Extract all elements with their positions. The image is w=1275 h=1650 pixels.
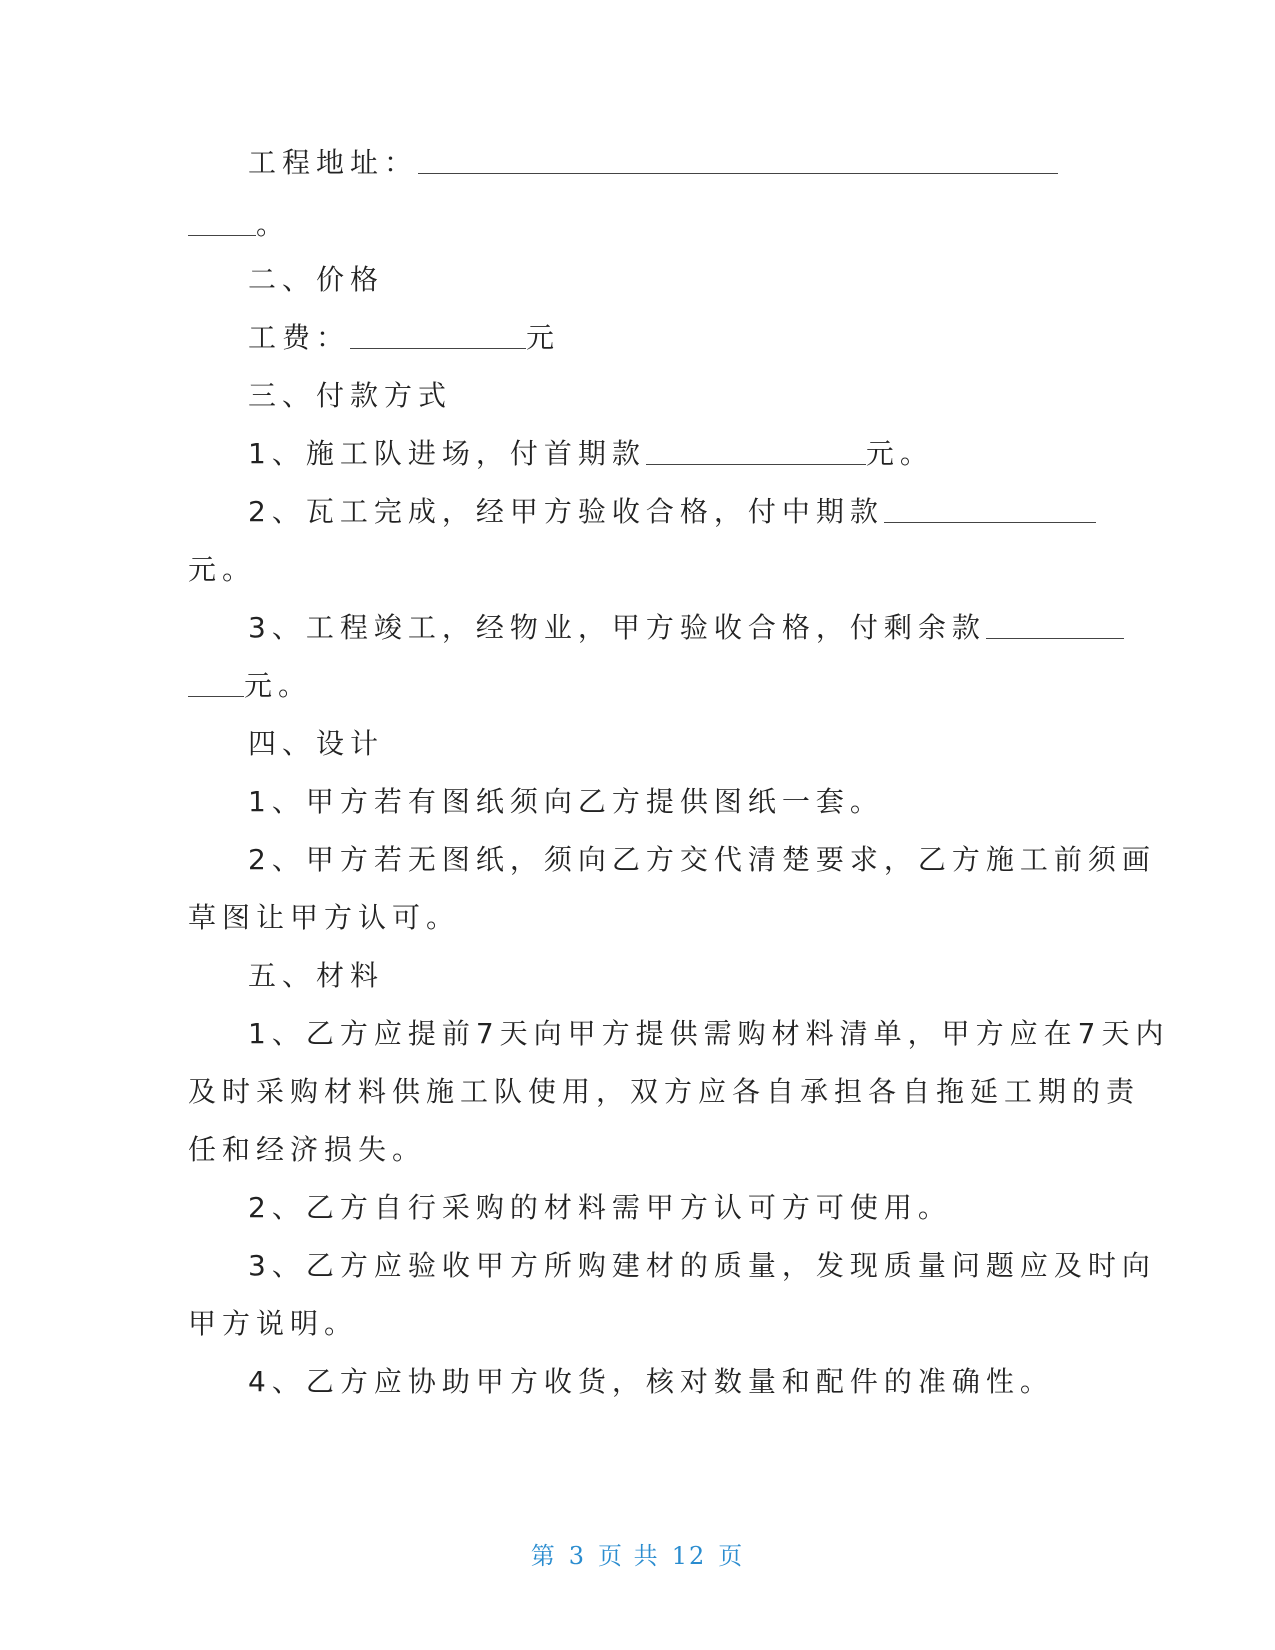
payment-item-3-continuation xyxy=(188,668,312,704)
footer-total-pages: 12 xyxy=(671,1542,707,1570)
payment-item-3 xyxy=(248,610,1124,646)
section-materials-heading: 五、材料 xyxy=(248,959,385,992)
payment-item-3-blank-cont xyxy=(188,670,244,697)
design-item-1: 1、甲方若有图纸须向乙方提供图纸一套。 xyxy=(248,785,884,818)
payment-item-3-text: 3、工程竣工，经物业，甲方验收合格，付剩余款 xyxy=(248,611,986,644)
materials-item-3-continuation: 甲方说明。 xyxy=(188,1307,359,1340)
materials-item-2: 2、乙方自行采购的材料需甲方认可方可使用。 xyxy=(248,1191,952,1224)
footer-page-number: 3 xyxy=(568,1542,587,1570)
materials-item-4: 4、乙方应协助甲方收货，核对数量和配件的准确性。 xyxy=(248,1365,1054,1398)
design-item-2-continuation: 草图让甲方认可。 xyxy=(188,901,461,934)
project-address-continuation xyxy=(188,207,290,243)
materials-item-3: 3、乙方应验收甲方所购建材的质量，发现质量问题应及时向 xyxy=(248,1249,1156,1282)
payment-item-1-text: 1、施工队进场，付首期款 xyxy=(248,437,646,470)
payment-item-2-text: 2、瓦工完成，经甲方验收合格，付中期款 xyxy=(248,495,884,528)
payment-item-3-unit: 元。 xyxy=(244,669,313,702)
labor-fee-line xyxy=(248,320,560,356)
page-footer xyxy=(0,1536,1275,1571)
footer-middle: 页 共 xyxy=(598,1542,660,1570)
period: 。 xyxy=(256,208,291,241)
project-address-blank xyxy=(418,147,1058,174)
section-price-heading: 二、价格 xyxy=(248,263,385,296)
project-address-line xyxy=(248,145,1058,181)
payment-item-3-blank xyxy=(986,612,1124,639)
footer-prefix: 第 xyxy=(530,1542,557,1570)
project-address-blank-cont xyxy=(188,209,256,236)
payment-item-2-blank xyxy=(884,496,1096,523)
labor-fee-unit: 元 xyxy=(526,321,561,354)
materials-item-1: 1、乙方应提前7天向甲方提供需购材料清单，甲方应在7天内 xyxy=(248,1017,1170,1050)
payment-item-1 xyxy=(248,436,934,472)
footer-suffix: 页 xyxy=(718,1542,745,1570)
section-payment-heading: 三、付款方式 xyxy=(248,379,453,412)
payment-item-2 xyxy=(248,494,1096,530)
materials-item-1-continuation-2: 任和经济损失。 xyxy=(188,1133,427,1166)
payment-item-1-unit: 元。 xyxy=(865,437,934,470)
section-design-heading: 四、设计 xyxy=(248,727,385,760)
labor-fee-label: 工费： xyxy=(248,321,351,354)
labor-fee-blank xyxy=(350,322,526,349)
design-item-2: 2、甲方若无图纸，须向乙方交代清楚要求，乙方施工前须画 xyxy=(248,843,1156,876)
payment-item-2-unit: 元。 xyxy=(188,553,257,586)
payment-item-1-blank xyxy=(646,438,866,465)
materials-item-1-continuation-1: 及时采购材料供施工队使用，双方应各自承担各自拖延工期的责 xyxy=(188,1075,1141,1108)
project-address-label: 工程地址： xyxy=(248,146,419,179)
